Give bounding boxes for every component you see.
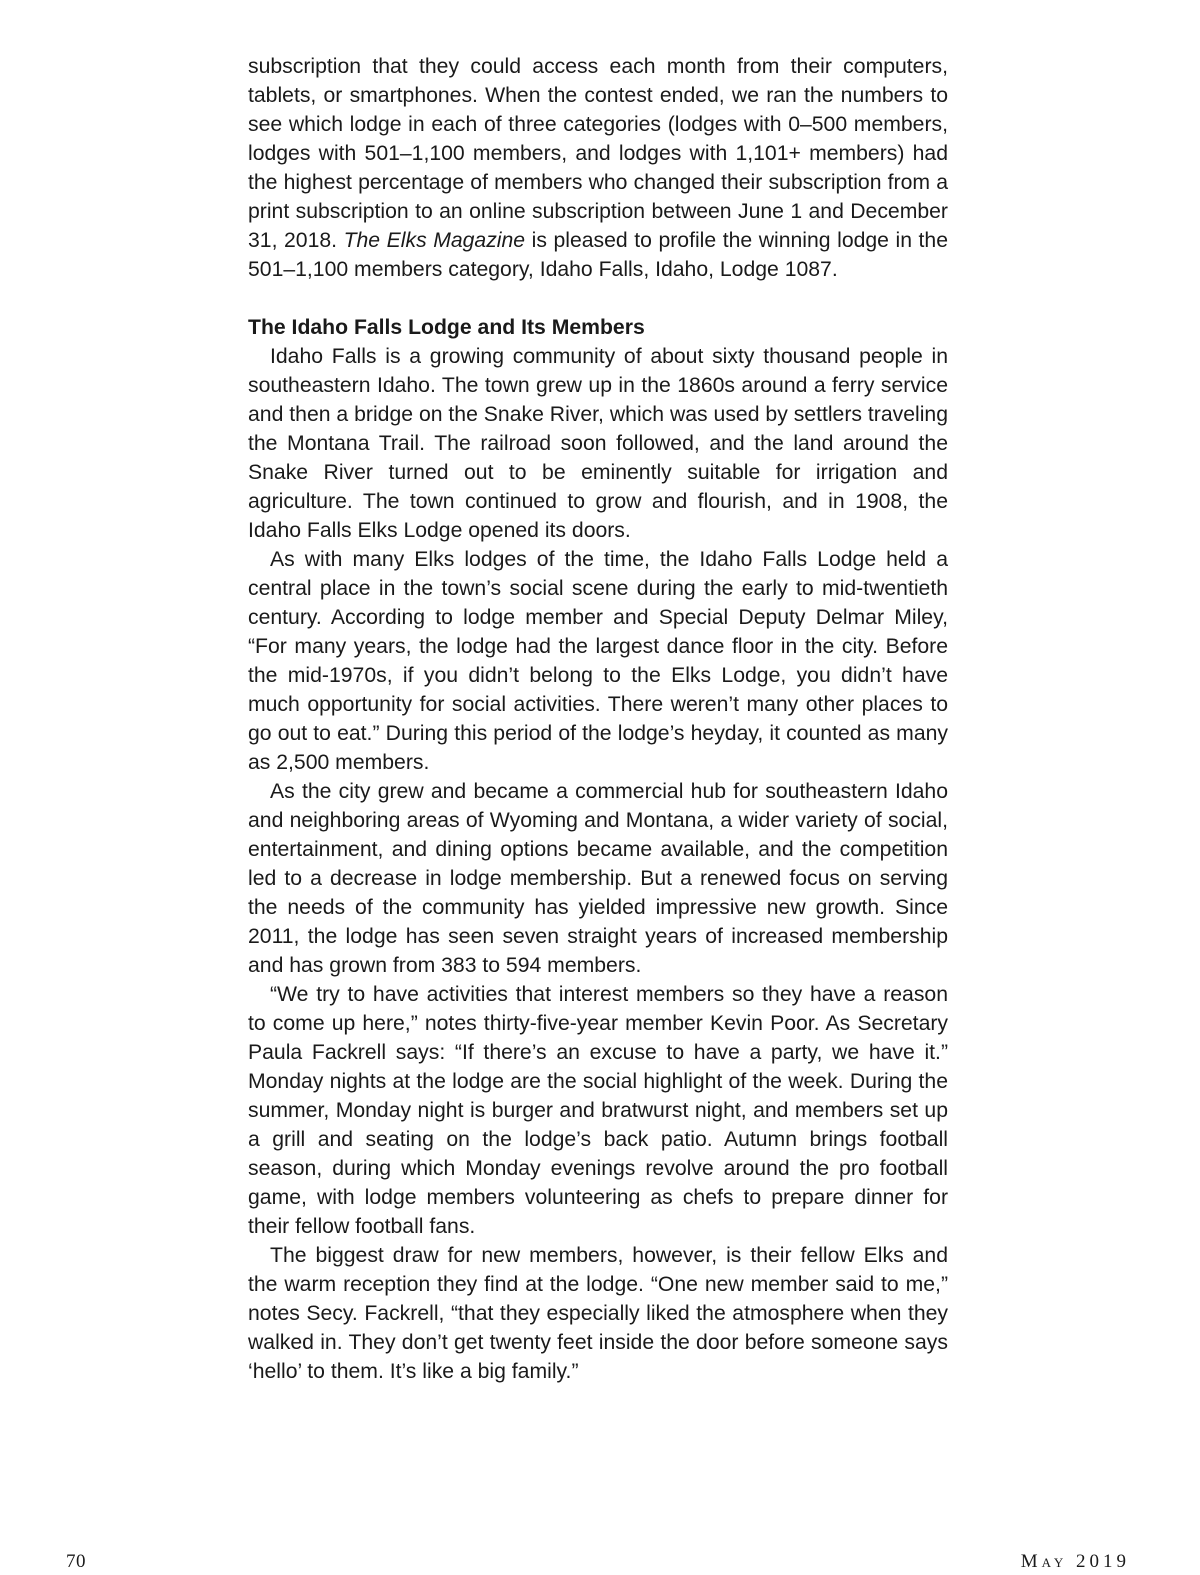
issue-date: May 2019	[1020, 1551, 1130, 1572]
paragraph-membership-growth: As the city grew and became a commercial hub for southeastern Idaho and neighboring areas of Wyoming and Montana, a wider variety of social, entertainment, and dining options became available, and the competition led to a decrease in lodge membership. But a renewed focus on serving the needs of the community has yielded impressive new growth. Since 2011, the lodge has seen seven straight years of increased membership and has grown from 383 to 594 members.	[248, 780, 948, 977]
intro-text-end: is pleased to profile the winning lodge in the 501–1,100 members category, Idaho Falls, Idaho, Lodge 1087.	[248, 229, 948, 281]
page-number: 70	[66, 1551, 86, 1572]
intro-text-start: subscription that they could access each month from their computers, tablets, or smartphones. When the contest ended, we ran the numbers to see which lodge in each of three categories (lodges with 0–500 members, lodges with 501–1,100 members, and lodges with 1,101+ members) had the highest percentage of members who changed their subscription from a print subscription to an online subscription between June 1 and December 31, 2018.	[248, 55, 948, 252]
paragraph-new-members: The biggest draw for new members, however, is their fellow Elks and the warm reception they find at the lodge. “One new member said to me,” notes Secy. Fackrell, “that they especially liked the atmosphere when they walked in. They don’t get twenty feet inside the door before someone says ‘hello’ to them. It’s like a big family.”	[248, 1244, 948, 1383]
paragraph-history: Idaho Falls is a growing community of about sixty thousand people in southeastern Idaho. The town grew up in the 1860s around a ferry service and then a bridge on the Snake River, which was used by settlers traveling the Montana Trail. The railroad soon followed, and the land around the Snake River turned out to be eminently suitable for irrigation and agriculture. The town continued to grow and flourish, and in 1908, the Idaho Falls Elks Lodge opened its doors.	[248, 345, 948, 542]
intro-paragraph	[248, 52, 948, 284]
paragraph-social-scene: As with many Elks lodges of the time, the Idaho Falls Lodge held a central place in the town’s social scene during the early to mid-twentieth century. According to lodge member and Special Deputy Delmar Miley, “For many years, the lodge had the largest dance floor in the city. Before the mid-1970s, if you didn’t belong to the Elks Lodge, you didn’t have much opportunity for social activities. There weren’t many other places to go out to eat.” During this period of the lodge’s heyday, it counted as many as 2,500 members.	[248, 548, 948, 774]
section-heading: The Idaho Falls Lodge and Its Members	[248, 316, 645, 339]
magazine-title: The Elks Magazine	[343, 229, 526, 252]
article-body	[248, 52, 948, 1386]
paragraph-activities: “We try to have activities that interest members so they have a reason to come up here,” notes thirty-five-year member Kevin Poor. As Secretary Paula Fackrell says: “If there’s an excuse to have a party, we have it.” Monday nights at the lodge are the social highlight of the week. During the summer, Monday night is burger and bratwurst night, and members set up a grill and seating on the lodge’s back patio. Autumn brings football season, during which Monday evenings revolve around the pro football game, with lodge members volunteering as chefs to prepare dinner for their fellow football fans.	[248, 983, 948, 1238]
